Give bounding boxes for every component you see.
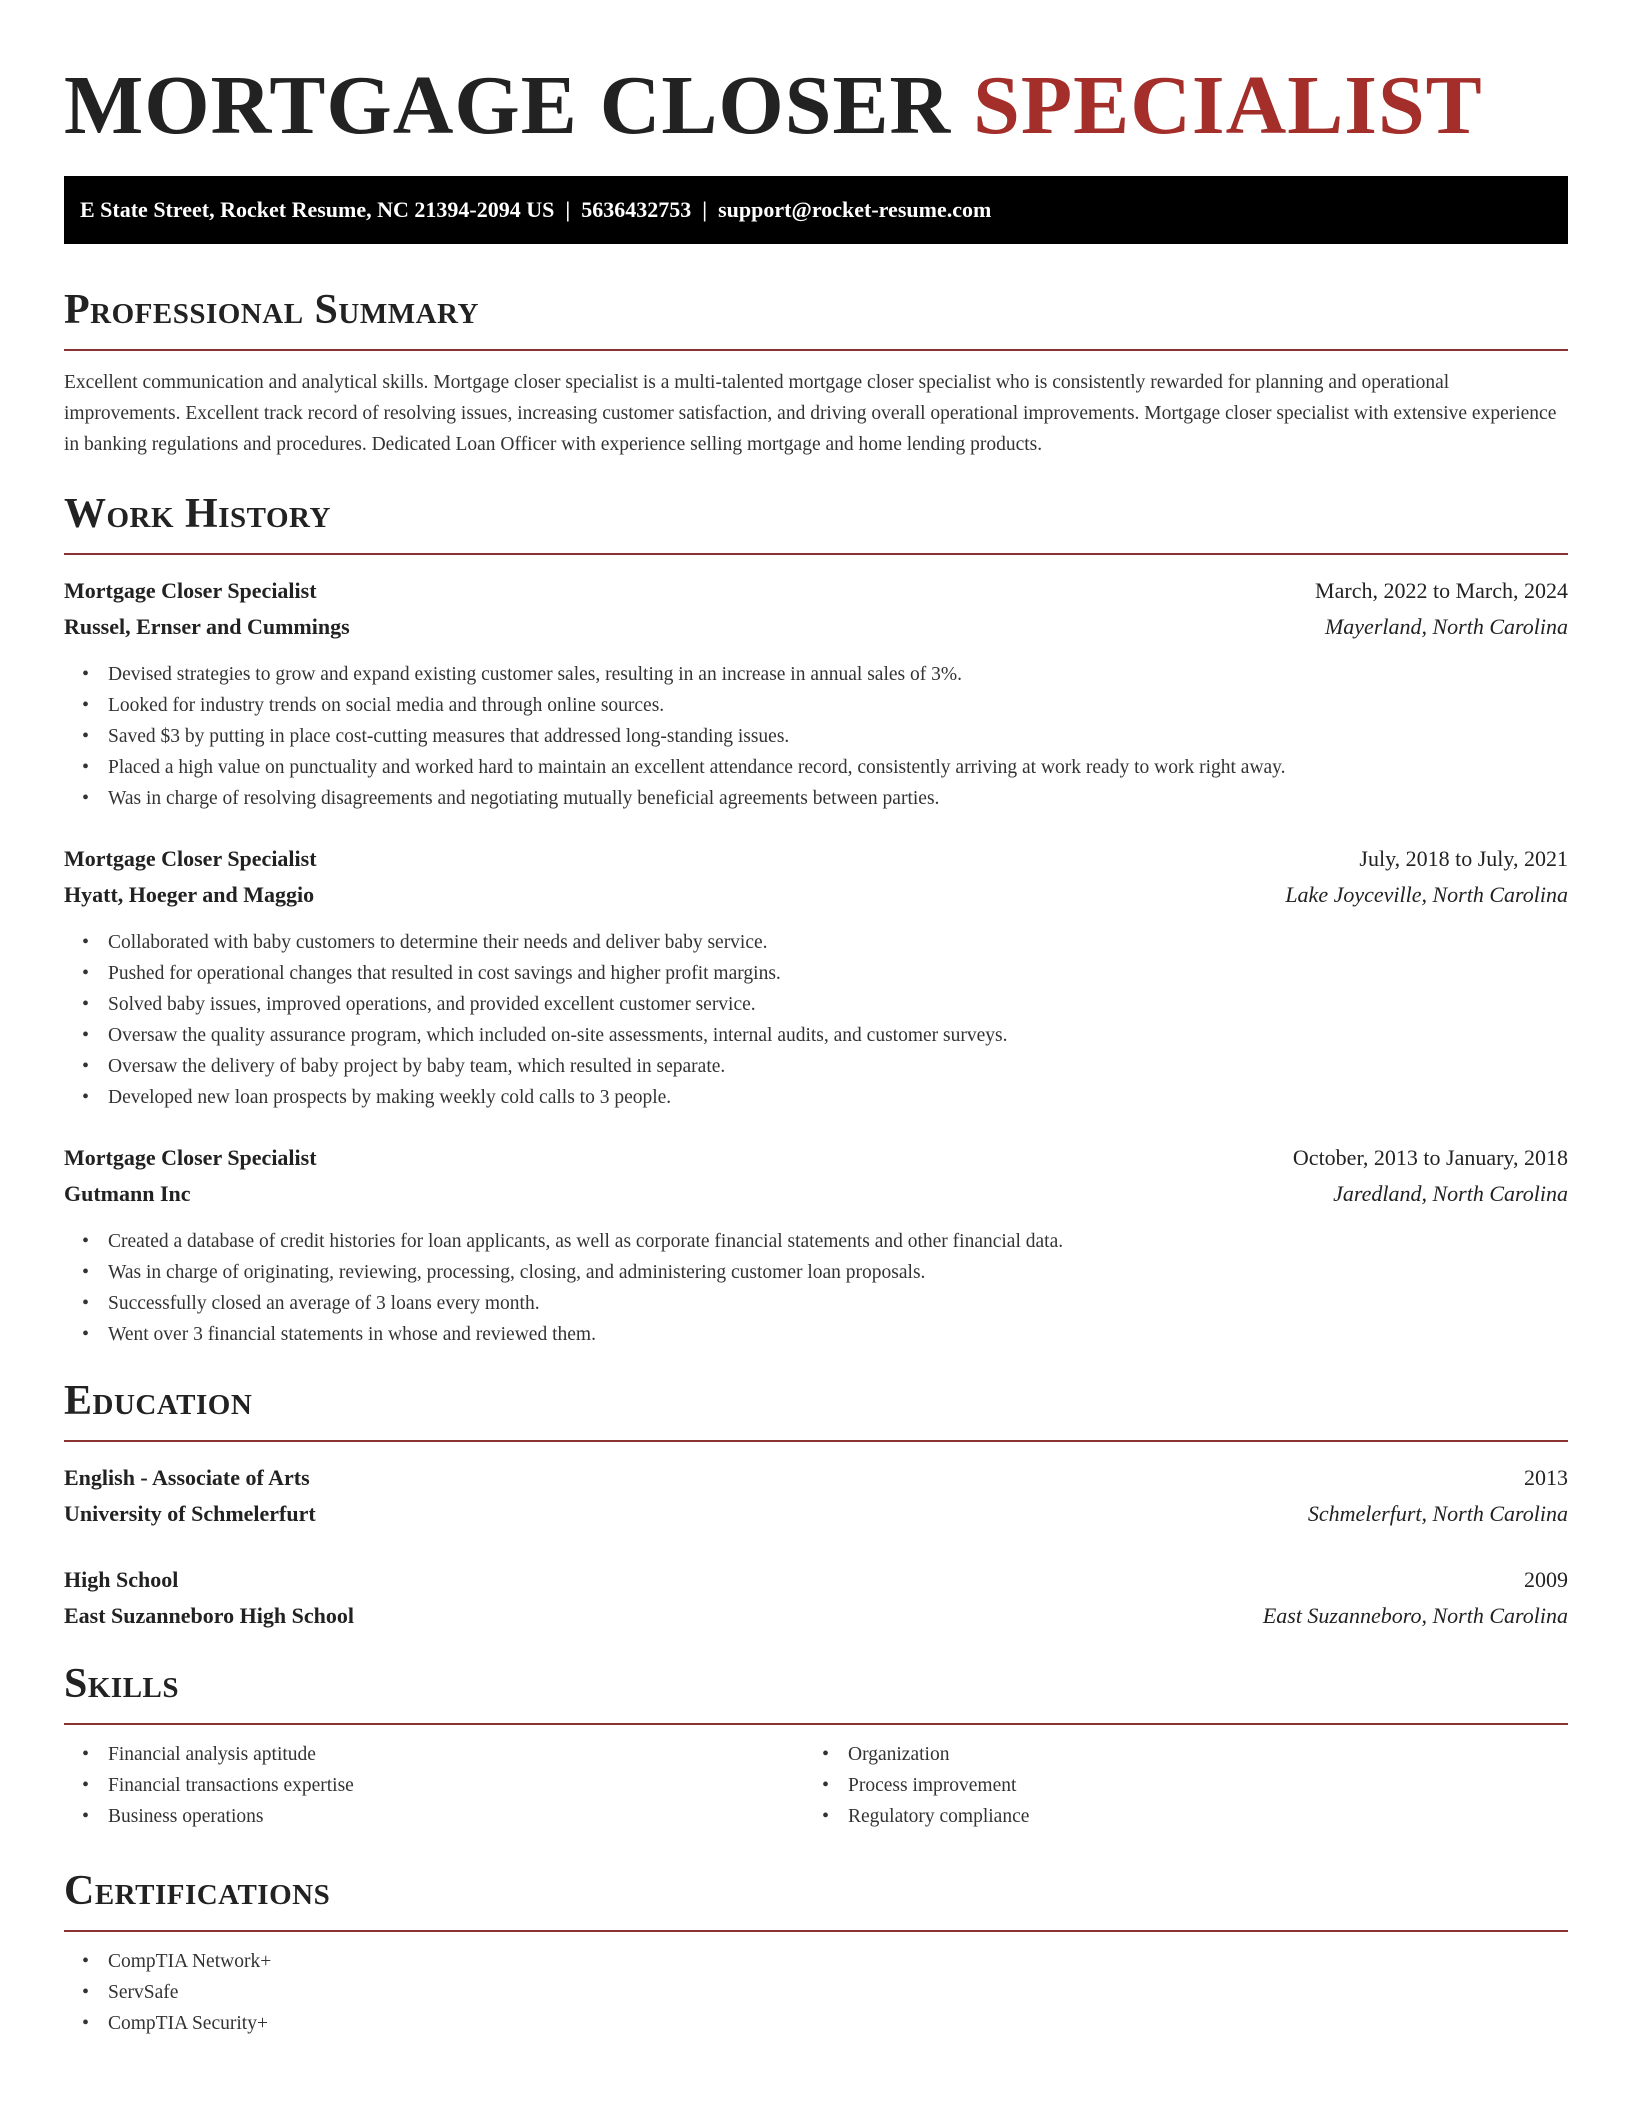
job-header-row <box>64 573 1568 609</box>
list-item: • Oversaw the quality assurance program, which included on-site assessments, internal audits, and customer surveys. <box>108 1020 1568 1051</box>
job-location: Lake Joyceville, North Carolina <box>1285 882 1568 907</box>
list-item: • CompTIA Network+ <box>108 1946 1568 1977</box>
section-title-skills: Skills <box>64 1661 180 1707</box>
list-item: • Collaborated with baby customers to determine their needs and deliver baby service. <box>108 927 1568 958</box>
job-header-row <box>64 841 1568 877</box>
contact-separator: | <box>565 197 571 222</box>
list-item: • ServSafe <box>108 1977 1568 2008</box>
list-item: • Was in charge of originating, reviewing, processing, closing, and administering customer loan proposals. <box>108 1257 1568 1288</box>
education-entry <box>64 1562 1568 1634</box>
job-company-row <box>64 1176 1568 1212</box>
section-title-certifications: Certifications <box>64 1868 331 1914</box>
job-dates: July, 2018 to July, 2021 <box>1359 846 1568 871</box>
job-dates: March, 2022 to March, 2024 <box>1315 578 1568 603</box>
name-main: MORTGAGE CLOSER <box>64 59 952 152</box>
list-item: • Looked for industry trends on social media and through online sources. <box>108 690 1568 721</box>
education-header-row <box>64 1460 1568 1496</box>
contact-separator: | <box>702 197 708 222</box>
education-degree: High School <box>64 1567 179 1592</box>
skills-grid <box>64 1725 1568 1832</box>
resume-page <box>64 0 1568 2039</box>
education-header-row <box>64 1562 1568 1598</box>
section-title-education: Education <box>64 1378 253 1424</box>
job-bullets <box>64 1226 1568 1350</box>
job-company-row <box>64 609 1568 645</box>
list-item: • Placed a high value on punctuality and worked hard to maintain an excellent attendance record, consistently arriving at work ready to work right away. <box>108 752 1568 783</box>
job-bullets <box>64 927 1568 1113</box>
job-location: Mayerland, North Carolina <box>1324 614 1568 639</box>
list-item: • Went over 3 financial statements in whose and reviewed them. <box>108 1319 1568 1350</box>
contact-email[interactable]: support@rocket-resume.com <box>718 197 992 222</box>
job-title: Mortgage Closer Specialist <box>64 1145 317 1170</box>
job-header-row <box>64 1140 1568 1176</box>
section-title-work-history: Work History <box>64 491 331 537</box>
section-divider <box>64 1930 1568 1932</box>
job-company: Hyatt, Hoeger and Maggio <box>64 882 315 907</box>
job-title: Mortgage Closer Specialist <box>64 578 317 603</box>
list-item: • Developed new loan prospects by making weekly cold calls to 3 people. <box>108 1082 1568 1113</box>
list-item: • Created a database of credit histories for loan applicants, as well as corporate financial statements and other financial data. <box>108 1226 1568 1257</box>
contact-phone: 5636432753 <box>581 197 692 222</box>
section-divider <box>64 1440 1568 1442</box>
education-location: East Suzanneboro, North Carolina <box>1262 1603 1568 1628</box>
section-title-summary: Professional Summary <box>64 287 479 333</box>
certifications-list <box>64 1946 1568 2039</box>
education-year: 2013 <box>1524 1465 1568 1490</box>
name-accent: SPECIALIST <box>973 59 1483 152</box>
list-item: • Oversaw the delivery of baby project by baby team, which resulted in separate. <box>108 1051 1568 1082</box>
education-degree: English - Associate of Arts <box>64 1465 310 1490</box>
list-item: • CompTIA Security+ <box>108 2008 1568 2039</box>
job-company: Russel, Ernser and Cummings <box>64 614 350 639</box>
job-location: Jaredland, North Carolina <box>1333 1181 1568 1206</box>
education-entry <box>64 1460 1568 1532</box>
list-item: • Pushed for operational changes that resulted in cost savings and higher profit margins. <box>108 958 1568 989</box>
job-company-row <box>64 877 1568 913</box>
job-dates: October, 2013 to January, 2018 <box>1292 1145 1568 1170</box>
summary-text: Excellent communication and analytical skills. Mortgage closer specialist is a multi-talented mortgage closer specialist who is consistently rewarded for planning and operational improvements. Excellent track record of resolving issues, increasing customer satisfaction, and driving overall operational improvements. Mortgage closer specialist with extensive experience in banking regulations and procedures. Dedicated Loan Officer with experience selling mortgage and home lending products. <box>64 372 1557 455</box>
job-entry <box>64 841 1568 1113</box>
list-item: • Financial transactions expertise <box>108 1770 804 1801</box>
job-company: Gutmann Inc <box>64 1181 191 1206</box>
education-location: Schmelerfurt, North Carolina <box>1307 1501 1568 1526</box>
job-entry <box>64 573 1568 814</box>
list-item: • Saved $3 by putting in place cost-cutting measures that addressed long-standing issues. <box>108 721 1568 752</box>
list-item: • Organization <box>848 1739 1544 1770</box>
skills-list-left <box>64 1739 804 1832</box>
education-school: University of Schmelerfurt <box>64 1501 316 1526</box>
job-bullets <box>64 659 1568 814</box>
education-year: 2009 <box>1524 1567 1568 1592</box>
contact-address: E State Street, Rocket Resume, NC 21394-2094 US <box>80 197 555 222</box>
job-entry <box>64 1140 1568 1350</box>
education-school-row <box>64 1598 1568 1634</box>
skills-list-right <box>804 1739 1544 1832</box>
list-item: • Process improvement <box>848 1770 1544 1801</box>
job-title: Mortgage Closer Specialist <box>64 846 317 871</box>
list-item: • Was in charge of resolving disagreements and negotiating mutually beneficial agreements between parties. <box>108 783 1568 814</box>
list-item: • Business operations <box>108 1801 804 1832</box>
list-item: • Regulatory compliance <box>848 1801 1544 1832</box>
education-school: East Suzanneboro High School <box>64 1603 354 1628</box>
education-school-row <box>64 1496 1568 1532</box>
section-divider <box>64 553 1568 555</box>
section-divider <box>64 349 1568 351</box>
list-item: • Financial analysis aptitude <box>108 1739 804 1770</box>
contact-bar <box>64 176 1568 244</box>
list-item: • Solved baby issues, improved operations, and provided excellent customer service. <box>108 989 1568 1020</box>
candidate-name <box>64 0 1568 156</box>
list-item: • Devised strategies to grow and expand existing customer sales, resulting in an increase in annual sales of 3%. <box>108 659 1568 690</box>
list-item: • Successfully closed an average of 3 loans every month. <box>108 1288 1568 1319</box>
